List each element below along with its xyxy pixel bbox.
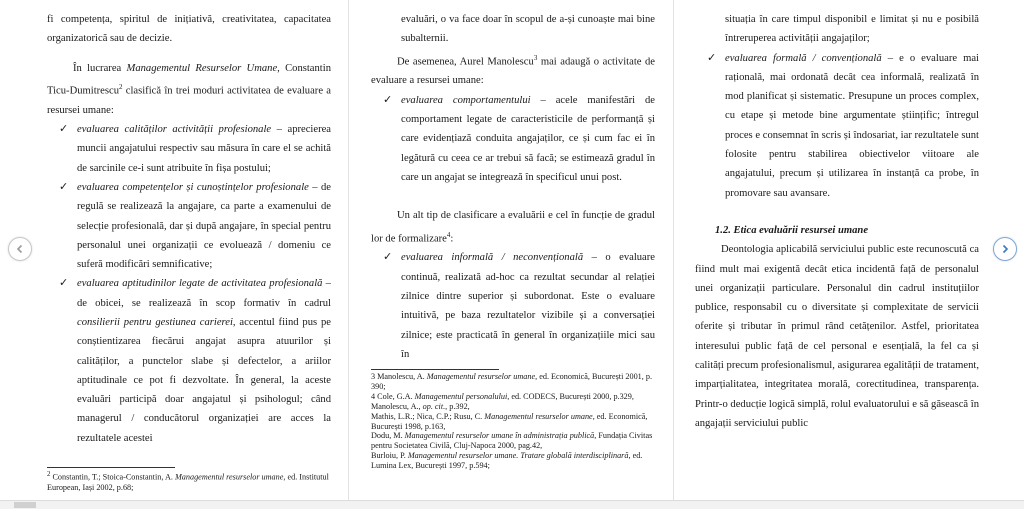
checkmark-icon: ✓ bbox=[59, 277, 69, 290]
footnote: Dodu, M. Managementul resurselor umane în administrația publică, Fundația Civitas pentru Societatea Civilă, Cluj-Napoca 2000, pag.42, bbox=[371, 431, 653, 451]
page-column-middle bbox=[371, 10, 655, 364]
paragraph: De asemenea, Aurel Manolescu$^3$ mai adaugă o activitate de evaluare a resursei umane: bbox=[371, 53, 655, 87]
paragraph: evaluări, o va face doar în scopul de a-și cunoaște mai bine subalternii. bbox=[401, 14, 655, 45]
paragraph: fi competența, spiritul de inițiativă, creativitatea, capacitatea organizatorică sau de decizie. bbox=[47, 14, 331, 45]
previous-page-button[interactable] bbox=[8, 237, 32, 261]
checklist bbox=[47, 120, 331, 448]
footnote: Manolescu, A., op. cit., p.392, bbox=[371, 401, 470, 411]
paragraph: În lucrarea Managementul Resurselor Umane, Constantin Ticu-Dumitrescu$^2$ clasifică în trei moduri activitatea de evaluare a resursei umane: bbox=[47, 62, 331, 116]
paragraph: Un alt tip de clasificare a evaluării e cel în funcție de gradul lor de formalizare$^4$: bbox=[371, 210, 655, 245]
footnote: Mathis, L.R.; Nica, C.P.; Rusu, C. Managementul resurselor umane, ed. Economică, București 1998, p.163, bbox=[371, 411, 648, 431]
checklist bbox=[695, 49, 979, 203]
checkmark-icon: ✓ bbox=[383, 251, 393, 264]
page-divider bbox=[673, 0, 674, 500]
footnote: $^2$ Constantin, T.; Stoica-Constantin, A. Managementul resurselor umane, ed. Institutul European, Iași 2002, p.68; bbox=[47, 471, 329, 492]
footnote-area bbox=[47, 467, 331, 493]
list-item: ✓ evaluarea competențelor și cunoștințelor profesionale – de regulă se realizează la angajare, ca parte a examenului de selecție profesională, dar și după angajare, în special pentru personalul unei organizații ce evoluează / domeniu ce suferă modificări semnificative; bbox=[47, 178, 331, 274]
checkmark-icon: ✓ bbox=[707, 51, 717, 64]
list-item: ✓ evaluarea formală / convențională – e o evaluare mai rațională, mai ordonată decât cea informală, realizată în mod planificat și sistematic. Presupune un proces complex, cu etape și metode bine argumentate științific; întregul proces e consemnat în scris și îndosariat, iar rezultatele sunt folosite pentru stabilirea obiectivelor viitoare ale angajatului, precum și utilizarea în instanță ca probe, în promovare sau avansare. bbox=[695, 49, 979, 203]
footnote: 4 Cole, G.A. Managementul personalului, ed. CODECS, București 2000, p.329, bbox=[371, 391, 634, 401]
scrollbar-thumb[interactable] bbox=[14, 502, 36, 508]
footnote: Burloiu, P. Managementul resurselor umane. Tratare globală interdisciplinară, ed. Lumina Lex, București 1997, p.594; bbox=[371, 451, 643, 471]
page-divider bbox=[348, 0, 349, 500]
checklist bbox=[371, 91, 655, 187]
paragraph: Deontologia aplicabilă serviciului public este recunoscută ca fiind mult mai exigentă decât etica incidentă față de personalul unei organizații particulare. Personalul din cadrul instituțiilor publice, responsabil cu o diversitate și complexitate de servicii oferite și tributar în primul rând cetățenilor. Astfel, prioritatea interesului public față de cel personal e esențială, la fel ca și calități precum profesionalismul, asigurarea egalității de tratament, imparțialitatea, integritatea morală, corectitudinea, transparența. Printr-o deducție logică simplă, rolul evaluatorului e să găsească în angajații serviciului public bbox=[695, 244, 979, 429]
footnote-area bbox=[371, 369, 661, 471]
list-item: ✓ evaluarea comportamentului – acele manifestări de comportament legate de caracteristicile de performanță și care evidențiază conduita angajaților, ce și cum fac ei în legătură cu ceea ce ar trebui să facă; se estimează gradul în care un angajat se integrează în specificul unui post. bbox=[371, 91, 655, 187]
list-item: ✓ evaluarea aptitudinilor legate de activitatea profesională – de obicei, se realizează în scop formativ în cadrul consilierii pentru gestiunea carierei, accentul fiind pus pe conștientizarea fiecărui angajat asupra atuurilor și calităților, a punctelor slabe și defectelor, a ariilor aptitudinale ce pot fi dezvoltate. În general, la aceste evaluări participă doar angajatul și psihologul; când managerul / conducătorul organizației are acces la rezultatele acestei bbox=[47, 274, 331, 448]
section-heading: 1.2. Etica evaluării resursei umane bbox=[715, 224, 869, 236]
chevron-left-icon bbox=[15, 244, 25, 254]
checkmark-icon: ✓ bbox=[59, 123, 69, 136]
checkmark-icon: ✓ bbox=[383, 93, 393, 106]
checklist bbox=[371, 248, 655, 364]
page-column-right bbox=[695, 10, 979, 433]
checkmark-icon: ✓ bbox=[59, 180, 69, 193]
list-item: ✓ evaluarea calităților activității profesionale – aprecierea muncii angajatului respectiv sau măsura în care el se achită de sarcinile ce-i sunt atribuite în fișa postului; bbox=[47, 120, 331, 178]
list-item: ✓ evaluarea informală / neconvențională – o evaluare continuă, realizată ad-hoc ca rezultat secundar al relației zilnice dintre superior și subordonat. Este o evaluare intuitivă, pe baza rezultatelor vizibile și a conversației zilnice; este practicată în general în organizațiile mici sau în bbox=[371, 248, 655, 364]
paragraph: situația în care timpul disponibil e limitat și nu e posibilă întreruperea activității angajaților; bbox=[725, 14, 979, 45]
next-page-button[interactable] bbox=[993, 237, 1017, 261]
page-column-left bbox=[47, 10, 331, 448]
footnote: 3 Manolescu, A. Managementul resurselor umane, ed. Economică, București 2001, p. 390; bbox=[371, 372, 652, 391]
chevron-right-icon bbox=[1000, 244, 1010, 254]
